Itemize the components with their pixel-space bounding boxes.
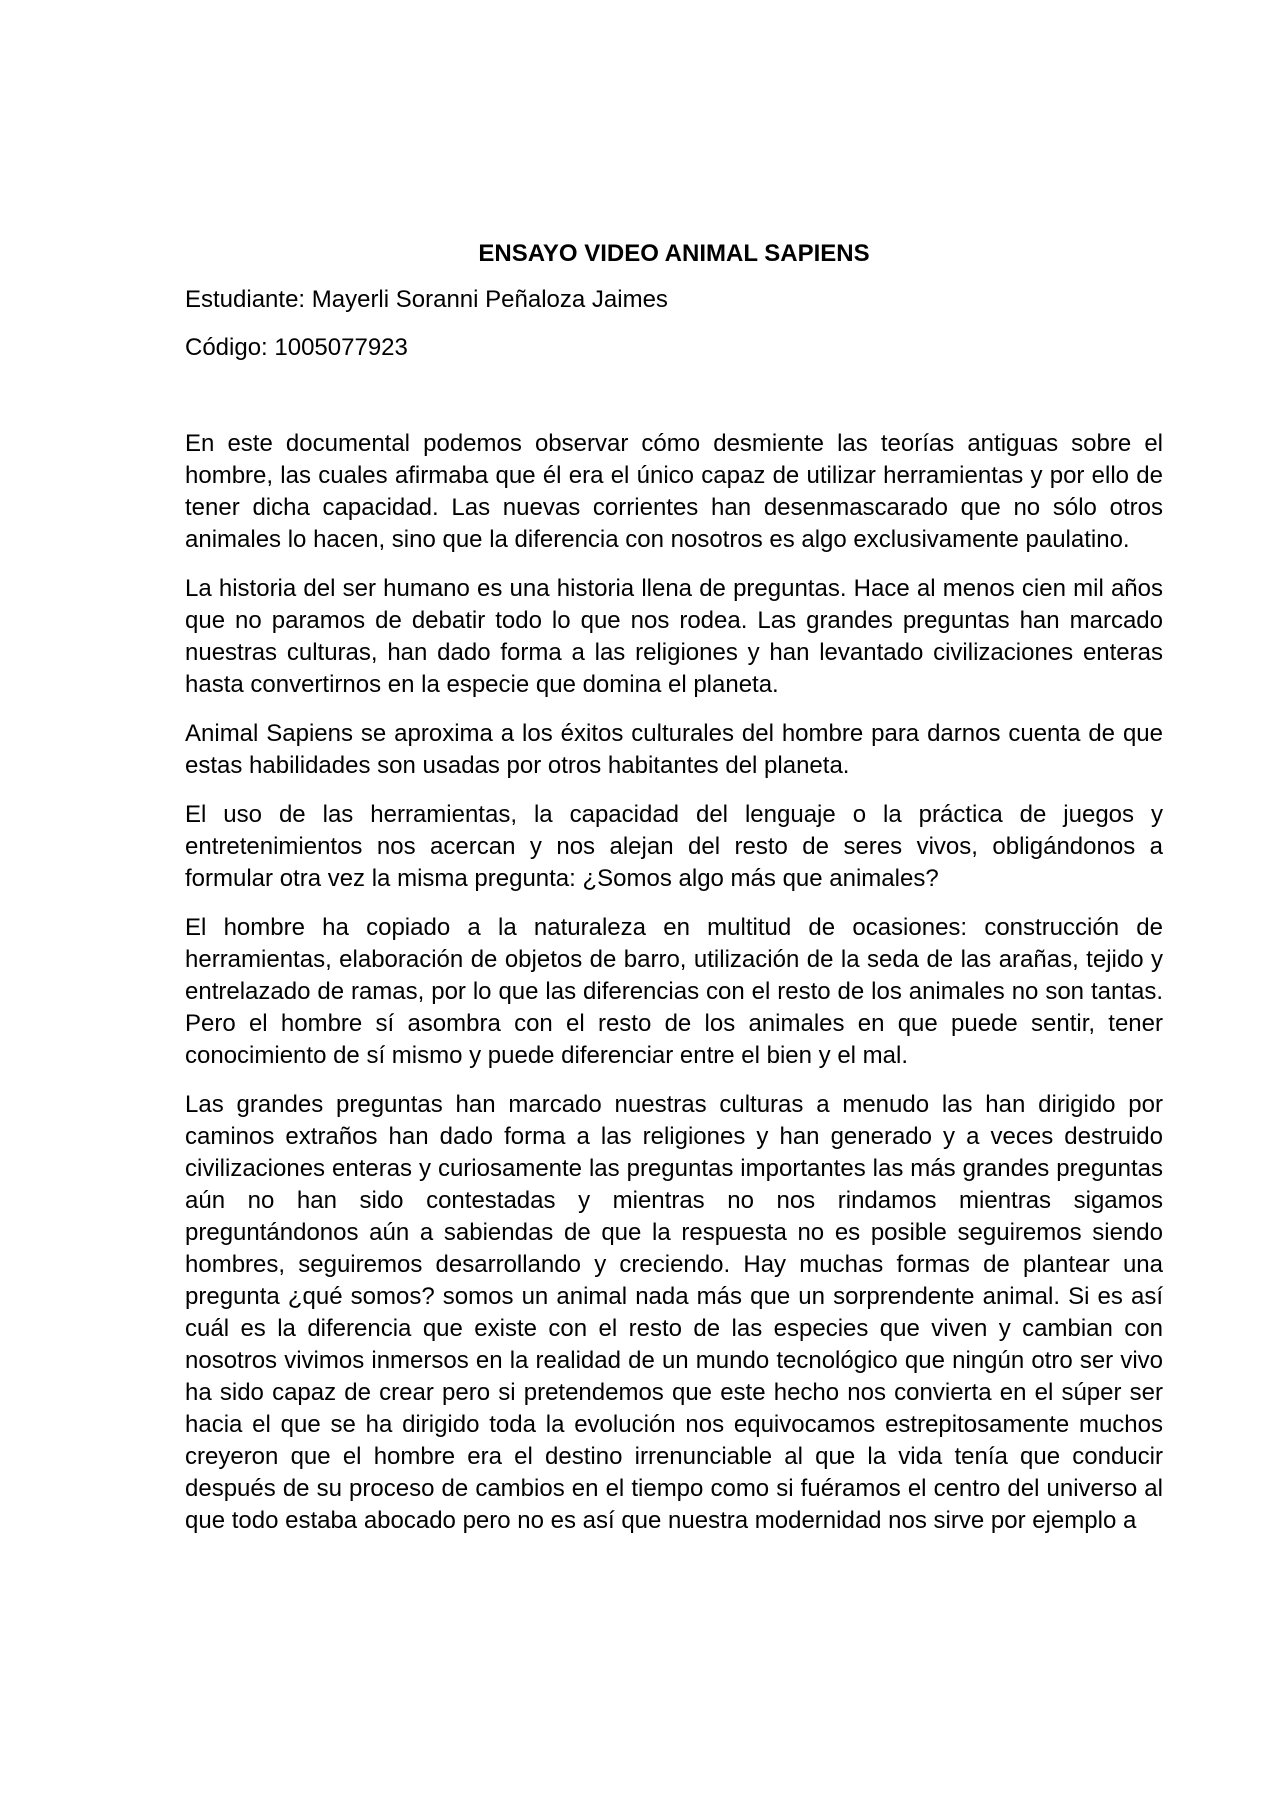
student-name: Estudiante: Mayerli Soranni Peñaloza Jaimes	[185, 286, 668, 313]
paragraph-3: Animal Sapiens se aproxima a los éxitos culturales del hombre para darnos cuenta de que estas habilidades son usadas por otros habitantes del planeta.	[185, 720, 1163, 779]
paragraph-6: Las grandes preguntas han marcado nuestras culturas a menudo las han dirigido por caminos extraños han dado forma a las religiones y han generado y a veces destruido civilizaciones enteras y curiosamente las preguntas importantes las más grandes preguntas aún no han sido contestadas y mientras no nos rindamos mientras sigamos preguntándonos aún a sabiendas de que la respuesta no es posible seguiremos siendo hombres, seguiremos desarrollando y creciendo. Hay muchas formas de plantear una pregunta ¿qué somos? somos un animal nada más que un sorprendente animal. Si es así cuál es la diferencia que existe con el resto de las especies que viven y cambian con nosotros vivimos inmersos en la realidad de un mundo tecnológico que ningún otro ser vivo ha sido capaz de crear pero si pretendemos que este hecho nos convierta en el súper ser hacia el que se ha dirigido toda la evolución nos equivocamos estrepitosamente muchos creyeron que el hombre era el destino irrenunciable al que la vida tenía que conducir después de su proceso de cambios en el tiempo como si fuéramos el centro del universo al que todo estaba abocado pero no es así que nuestra modernidad nos sirve por ejemplo a	[185, 1091, 1163, 1534]
document-page	[185, 238, 1163, 1554]
paragraph-5: El hombre ha copiado a la naturaleza en multitud de ocasiones: construcción de herramientas, elaboración de objetos de barro, utilización de la seda de las arañas, tejido y entrelazado de ramas, por lo que las diferencias con el resto de los animales no son tantas. Pero el hombre sí asombra con el resto de los animales en que puede sentir, tener conocimiento de sí mismo y puede diferenciar entre el bien y el mal.	[185, 914, 1163, 1069]
student-code: Código: 1005077923	[185, 334, 408, 361]
paragraph-1: En este documental podemos observar cómo desmiente las teorías antiguas sobre el hombre, las cuales afirmaba que él era el único capaz de utilizar herramientas y por ello de tener dicha capacidad. Las nuevas corrientes han desenmascarado que no sólo otros animales lo hacen, sino que la diferencia con nosotros es algo exclusivamente paulatino.	[185, 430, 1163, 553]
document-title: ENSAYO VIDEO ANIMAL SAPIENS	[478, 240, 870, 267]
paragraph-2: La historia del ser humano es una historia llena de preguntas. Hace al menos cien mil años que no paramos de debatir todo lo que nos rodea. Las grandes preguntas han marcado nuestras culturas, han dado forma a las religiones y han levantado civilizaciones enteras hasta convertirnos en la especie que domina el planeta.	[185, 575, 1163, 698]
paragraph-4: El uso de las herramientas, la capacidad del lenguaje o la práctica de juegos y entretenimientos nos acercan y nos alejan del resto de seres vivos, obligándonos a formular otra vez la misma pregunta: ¿Somos algo más que animales?	[185, 801, 1163, 892]
